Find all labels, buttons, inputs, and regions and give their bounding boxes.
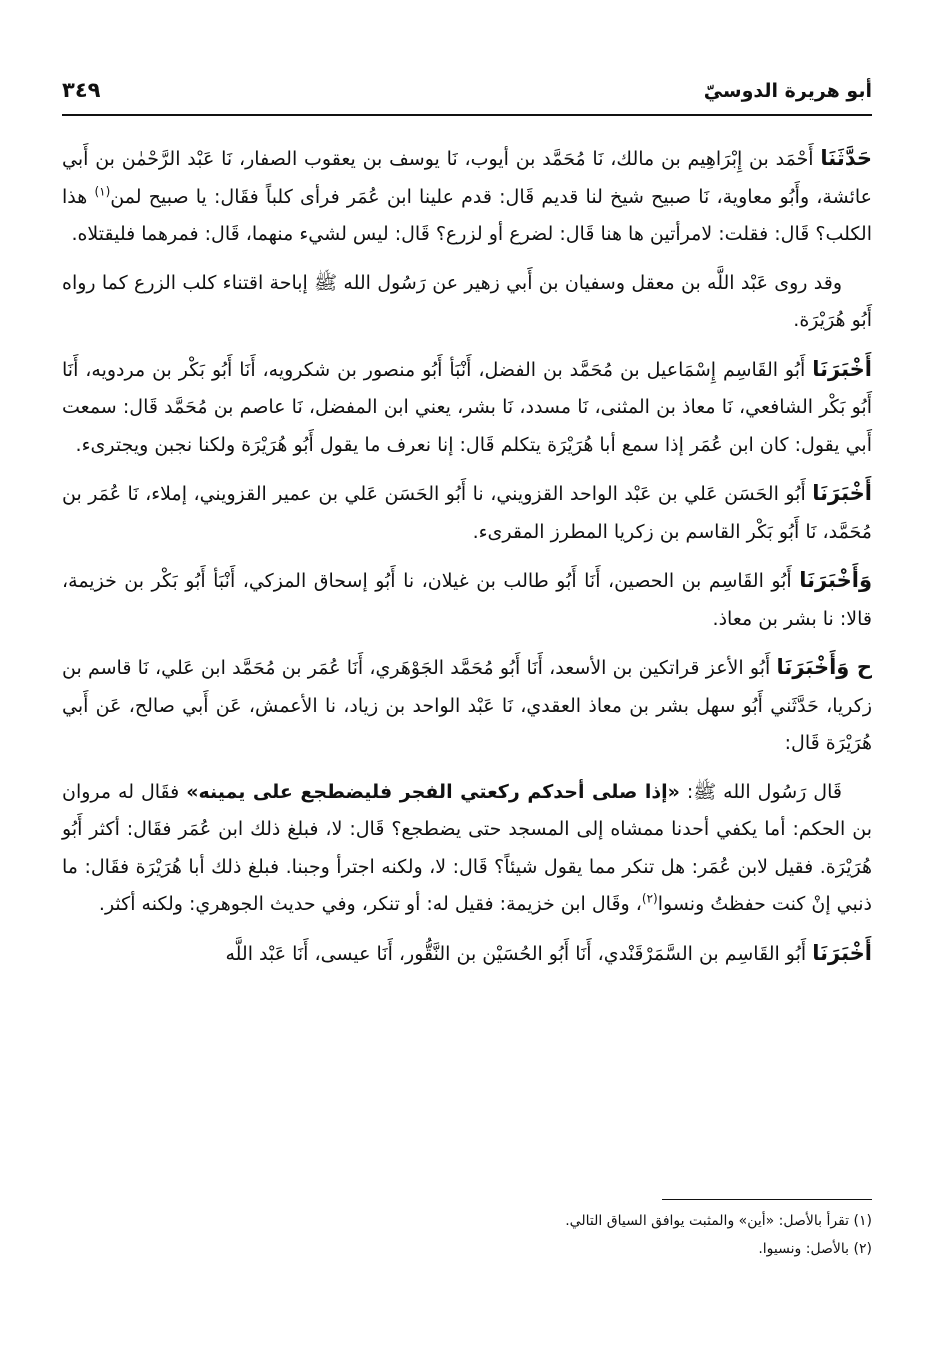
footnote: (١) تقرأ بالأصل: «أين» والمثبت يوافق السياق التالي.: [565, 1213, 872, 1229]
chain-lead-word: ح وَأَخْبَرَنَا: [776, 655, 872, 679]
paragraph: [62, 351, 872, 465]
chain-lead-word: حَدَّثَنَا: [820, 146, 872, 170]
hadith-quote: «إذا صلى أحدكم ركعتي الفجر فليضطجع على يمينه»: [186, 780, 680, 803]
paragraph: [62, 562, 872, 638]
paragraph-text: هذا الكلب؟ قَال: فقلت: لامرأتين ها هنا قَال: لضرع أو لزرع؟ قَال: ليس لشيء منهما، قَال: فمرهما فليقتلاه.: [62, 185, 872, 245]
paragraph: [62, 649, 872, 763]
paragraph-text: أَبُو الأعز قراتكين بن الأسعد، أَنَا أَبُو مُحَمَّد الجَوْهَري، أَنَا عُمَر بن مُحَمَّد ابن عَلي، نَا قاسم بن زكريا، حَدَّثَني أَبُو سهل بشر بن معاذ العقدي، نَا عَبْد الواحد بن زياد، نا الأعمش، عَن أَبي صالح، عَن أَبي هُرَيْرَة قَال:: [62, 657, 872, 754]
paragraph-text: أَبُو القَاسِم بن الحصين، أَنَا أَبُو طالب بن غيلان، نا أَبُو إسحاق المزكي، أَنْبَأ أَبُو بَكْر بن خزيمة، قالا: نا بشر بن معاذ.: [62, 570, 872, 630]
paragraph-text: أَبُو القَاسِم إِسْمَاعيل بن مُحَمَّد بن الفضل، أَنْبَأ أَبُو منصور بن شكرويه، أَنَا أَبُو بَكْر بن مردويه، أَنَا أَبُو بَكْر الشافعي، نَا معاذ بن المثنى، نَا مسدد، نَا بشر، يعني ابن المفضل، نَا عاصم بن مُحَمَّد قَال: سمعت أَبي يقول: كان ابن عُمَر إذا سمع أبا هُرَيْرَة يتكلم قَال: إنا نعرف ما يقول أَبُو هُرَيْرَة ولكنا نجبن ويجترىء.: [62, 358, 872, 456]
page-number: ٣٤٩: [62, 78, 101, 102]
paragraph-text: قَال رَسُول الله ﷺ:: [686, 780, 842, 803]
paragraph-text: ، وقَال ابن خزيمة: فقيل له: أو تنكر، وفي حديث الجوهري: ولكنه أكثر.: [98, 893, 642, 915]
footnote-divider: [662, 1199, 872, 1200]
paragraph-text: فقَال له مروان بن الحكم: أما يكفي أحدنا ممشاه إلى المسجد حتى يضطجع؟ قَال: لا، فبلغ ذلك ابن عُمَر فقَال: أكثر أَبُو هُرَيْرَة. فقيل لابن عُمَر: هل تنكر مما يقول شيئاً؟ قَال: لا، ولكنه اجترأ وجبنا. فبلغ ذلك أبا هُرَيْرَة فقَال: ما ذنبي إنْ كنت حفظتُ ونسوا: [62, 780, 872, 915]
paragraph-text: أَبُو الحَسَن عَلي بن عَبْد الواحد القزويني، نا أَبُو الحَسَن عَلي بن عمير القزويني، إملاء، نَا عُمَر بن مُحَمَّد، نَا أَبُو بَكْر القاسم بن زكريا المطرز المقرىء.: [62, 483, 872, 543]
paragraph-text: أَحْمَد بن إِبْرَاهِيم بن مالك، نَا مُحَمَّد بن أيوب، نَا يوسف بن يعقوب الصفار، نَا عَبْد الرَّحْمٰن بن أَبي عائشة، وأَبُو معاوية، نَا صبيح شيخ لنا قديم قَال: قدم علينا ابن عُمَر فرأى كلباً فقَال: يا صبيح لمن: [62, 148, 872, 208]
paragraph: [62, 475, 872, 551]
footnote-marker: (٢): [641, 891, 658, 906]
main-text: [62, 140, 872, 984]
chain-lead-word: أَخْبَرَنَا: [812, 356, 872, 381]
chain-lead-word: أَخْبَرَنَا: [812, 940, 872, 965]
footnotes: [62, 1207, 872, 1263]
chain-lead-word: وَأَخْبَرَنَا: [799, 568, 872, 592]
running-title: أبو هريرة الدوسيّ: [703, 80, 872, 102]
paragraph: [62, 265, 872, 340]
paragraph: [62, 774, 872, 924]
footnote-marker: (١): [94, 184, 111, 199]
page-header: [62, 70, 872, 116]
footnote: (٢) بالأصل: ونسيوا.: [758, 1241, 872, 1257]
chain-lead-word: أَخْبَرَنَا: [812, 481, 872, 505]
paragraph: [62, 140, 872, 254]
paragraph-text: وقد روى عَبْد اللَّه بن معقل وسفيان بن أَبي زهير عن رَسُول الله ﷺ إباحة اقتناء كلب الزرع كما رواه أَبُو هُرَيْرَة.: [62, 271, 872, 331]
paragraph: [62, 935, 872, 974]
paragraph-text: أَبُو القَاسِم بن السَّمَرْقَنْدي، أَنَا أَبُو الحُسَيْن بن النَّقُّور، أَنَا عيسى، أَنَا عَبْد اللَّه: [225, 942, 807, 965]
